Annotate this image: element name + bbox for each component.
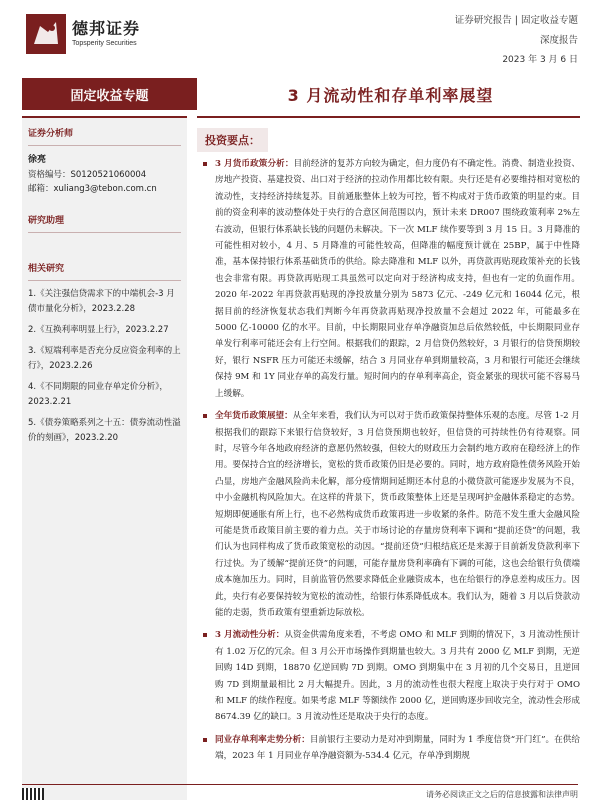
related-item[interactable]: 3.《短端利率是否充分反应资金利率的上行》，2023.2.26: [28, 346, 181, 371]
spacer: [22, 235, 187, 253]
paragraph-text: 从全年来看，我们认为可以对于货币政策保持整体乐观的态度。尽管 1-2 月根据我们的跟踪下来银行信贷较好，3 月信贷预期也较好，但信贷的可持续性仍有待观察。同时，尽管今年各地政府经济的意愿仍然较强，但较大的财政压力会制约地方政府在稳经济上的作用。要保持合宜的经济增长，宽松的货币政策仍旧是必要的。同时，地方政府隐性债务风险开始凸显，房地产金融风险尚未化解，部分疫情期间延期还本付息的小微贷款可能逐步发展为不良，中小金融机构风险加大。在这样的背景下，货币政策整体上还是呈现呵护金融体系稳定的态势。短期即便通胀有所上行，也不必然构成货币政策再进一步收紧的条件。防范不发生重大金融风险可能是货币政策目前主要的着力点。关于市场讨论的存量房贷利率下调和“提前还贷”的问题，我们认为也同样构成了货币政策宽松的动因。“提前还贷”归根结底还是来源于目前新发贷款利率下行过快。为了缓解“提前还贷”的问题，可能存量房贷利率确有下调的可能，这也会给银行负债端成本施加压力。同时，目前监管仍然要求降低企业融资成本，也在给银行的净息差构成压力。因此，央行有必要保持较为宽松的流动性，给银行体系降低成本。我们认为，随着 3 月以后贷款动能的走弱，货币政策有望重新边际放松。: [215, 411, 580, 618]
analyst-email[interactable]: 邮箱：xuliang3@tebon.com.cn: [28, 184, 157, 194]
disclaimer-text: 请务必阅读正文之后的信息披露和法律声明: [426, 790, 578, 799]
bullet-icon: [203, 162, 207, 166]
divider: [28, 232, 181, 233]
divider: [28, 145, 181, 146]
paragraph-lead: 同业存单利率走势分析：: [215, 734, 310, 745]
logo-chinese-name: 德邦证券: [72, 19, 141, 38]
related-list: [22, 283, 187, 446]
section-label: 固定收益专题: [22, 78, 197, 110]
related-label: 相关研究: [28, 264, 65, 274]
paragraph-lead: 全年货币政策展望：: [215, 411, 293, 422]
related-item[interactable]: 4.《不同期限的同业存单定价分析》，2023.2.21: [28, 382, 168, 407]
analyst-cert: 资格编号：S0120521060004: [28, 170, 147, 180]
report-type: 深度报告: [539, 35, 578, 46]
analyst-label: 证券分析师: [28, 129, 74, 139]
qr-code-icon: [22, 788, 44, 800]
divider: [28, 280, 181, 281]
page-footer: [22, 784, 578, 800]
logo-english-name: Topsperity Securities: [72, 40, 137, 47]
logo-mark-icon: [26, 14, 66, 54]
paragraph: [197, 408, 580, 621]
title-banner: [22, 72, 578, 116]
main-heading-bar: [197, 116, 580, 156]
related-item[interactable]: 1.《关注强信贷需求下的中端机会-3 月债市量化分析》，2023.2.28: [28, 289, 175, 314]
bullet-icon: [203, 633, 207, 637]
paragraph: [197, 627, 580, 725]
paragraph: [197, 732, 580, 765]
paragraph: [197, 156, 580, 402]
main-content: [197, 116, 580, 800]
paragraph-lead: 3 月货币政策分析：: [215, 159, 294, 169]
sidebar: [22, 116, 187, 800]
paragraph-lead: 3 月流动性分析：: [215, 630, 285, 641]
report-meta: [455, 12, 578, 65]
paragraph-text: 目前经济的复苏方向较为确定，但力度仍有不确定性。消费、制造业投资、房地产投资、基建投资、出口对于经济的拉动作用都比较有限。央行还是有必要维持相对宽松的流动性，支持经济持续复苏。目前通胀整体上较为可控，暂不构成对于货币政策的明显约束。目前的资金利率的波动整体处于央行的合意区间范围以内，预计未来 DR007 围绕政策利率 2%左右波动，但银行体系缺长钱的问题仍未解决。下一次 MLF 续作要等到 3 月 15 日。3 月降准的可能性相对较小，4 月、5 月降准的可能性较高，但降准的幅度预计就在 25BP，属于中性降准，基本保持银行体系基础货币的供给。除去降准和 MLF 以外，再贷款再贴现政策补充的长钱也会非常有限。再贷款再贴现工具虽然可以定向对于经济构成支持，但也有一定的负面作用。2020 年-2022 年再贷款再贴现的净投放量分别为 5873 亿元、-249 亿元和 16044 亿元，根据目前的经济恢复状态我们判断今年再贷款再贴现净投放量不会超过 2022 年，可能最多在 5000 亿-10000 亿的水平。目前，中长期限同业存单净融资加总后依然较低，中长期限同业存单发行利率可能还会有上行空间。根据我们的跟踪，2 月信贷仍然较好，3 月银行的信贷预期较好，银行 NSFR 压力可能还未缓解，结合 3 月同业存单到期量较高，3 月和银行可能还会继续保持 9M 和 1Y 同业存单的高发行量。短时间内的存单利率高企，资金紧张的现状可能不容易马上缓解。: [215, 159, 580, 399]
bullet-icon: [203, 738, 207, 742]
report-category: 证券研究报告 | 固定收益专题: [454, 15, 578, 26]
report-date: 2023 年 3 月 6 日: [502, 55, 578, 65]
bullet-icon: [203, 414, 207, 418]
analyst-name: 徐亮: [28, 155, 47, 165]
paragraph-text: 目前银行主要动力是对冲到期量，同时为 1 季度信贷“开门红”。在供给端，2023 年 1 月同业存单净融资额为-534.4 亿元，存单净到期规: [215, 734, 580, 762]
related-item[interactable]: 2.《互换利率明显上行》，2023.2.27: [28, 325, 169, 335]
paragraph-text: 从资金供需角度来看，不考虑 OMO 和 MLF 到期的情况下，3 月流动性预计有 1.02 万亿的冗余。但 3 月公开市场操作到期量也较大。3 月共有 2000 亿 MLF 到期，无逆回购 14D 到期，18870 亿逆回购 7D 到期。OMO 到期集中在 3 月初的几个交易日，且逆回购 7D 到期量最相比 2 月大幅提升。因此，3 月的流动性也很大程度上取决于央行对于 OMO 和 MLF 的续作程度。如果考虑 MLF 等额续作 2000 亿，逆回购逐步回收完全，流动性会形成 8674.39 亿的缺口。3 月流动性还是取决于央行的态度。: [215, 630, 580, 723]
main-heading: 投资要点：: [197, 128, 268, 152]
related-item[interactable]: 5.《债券策略系列之十五：债券流动性溢价的刻画》，2023.2.20: [28, 418, 181, 443]
company-logo: [26, 14, 186, 54]
report-header: [0, 0, 600, 72]
report-title: 3 月流动性和存单利率展望: [287, 85, 494, 105]
assistant-label: 研究助理: [28, 216, 65, 226]
